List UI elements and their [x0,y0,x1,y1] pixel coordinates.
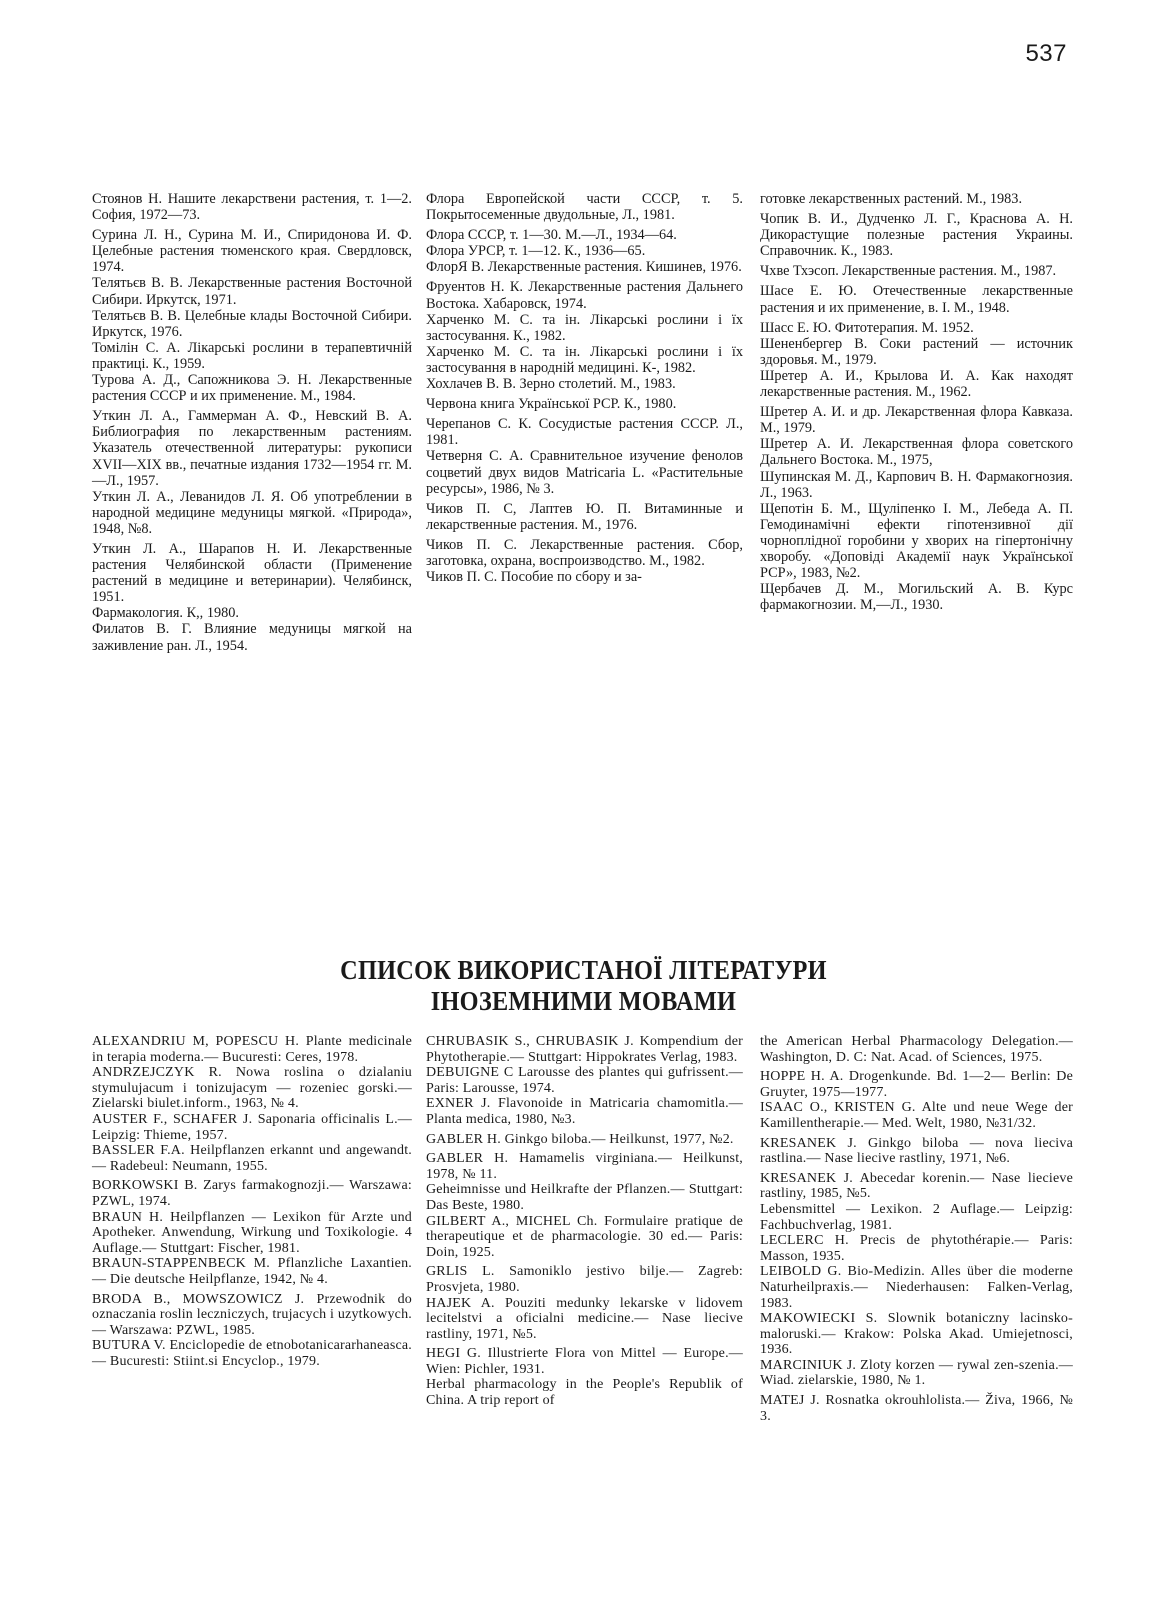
reference-entry: ФлорЯ В. Лекарственные растения. Кишинев, 1976. [426,259,742,276]
reference-entry: Флора СССР, т. 1—30. М.—Л., 1934—64. [426,227,677,244]
reference-entry: MAKOWIECKI S. Slownik botaniczny lacinsko-maloruski.— Krakow: Polska Akad. Umiejetnosci, 1936. [760,1311,1073,1358]
section-heading [58,955,1108,1017]
reference-entry: Филатов В. Г. Влияние медуницы мягкой на заживление ран. Л., 1954. [92,621,412,654]
reference-entry: Уткин Л. А., Гаммерман А. Ф., Невский В. А. Библиография по лекарственным растениям. Указатель отечественной литературы: рукописи XVII—XIX вв., печатные издания 1732—1954 гг. М.—Л., 1957. [92,408,412,489]
reference-entry: KRESANEK J. Ginkgo biloba — nova lieciva rastlina.— Nase liecive rastliny, 1971, №6. [760,1135,1073,1167]
reference-entry: MARCINIUK J. Zloty korzen — rywal zen-szenia.— Wiad. zielarskie, 1980, № 1. [760,1357,1073,1389]
reference-entry: Харченко М. С. та ін. Лікарські рослини і їх застосування в народній медицині. К-, 1982. [426,343,743,376]
reference-entry: LECLERC H. Precis de phytothérapie.— Paris: Masson, 1935. [760,1233,1073,1264]
reference-entry: GABLER H. Ginkgo biloba.— Heilkunst, 1977, №2. [426,1131,734,1147]
latin-references-column-1 [92,1034,412,1369]
reference-entry: the American Herbal Pharmacology Delegation.— Washington, D. C: Nat. Acad. of Sciences, 1975. [760,1034,1073,1065]
reference-entry: Уткин Л. А., Шарапов Н. И. Лекарственные растения Челябинской области (Применение растений в медицине и ветеринарии). Челябинск, 1951. [92,540,412,606]
reference-entry: Стоянов Н. Нашите лекарствени растения, т. 1—2. София, 1972—73. [92,191,412,224]
reference-entry: AUSTER F., SCHAFER J. Saponaria officinalis L.— Leipzig: Thieme, 1957. [92,1111,412,1143]
reference-entry: GILBERT A., MICHEL Ch. Formulaire pratique de therapeutique et de pharmacologie. 30 ed.— Paris: Doin, 1925. [426,1213,743,1260]
cyrillic-references-column-2 [426,191,743,585]
reference-entry: Шретер А. И. Лекарственная флора советского Дальнего Востока. М., 1975, [760,436,1073,469]
reference-entry: Флора Европейской части СССР, т. 5. Покрытосеменные двудольные, Л., 1981. [426,191,743,224]
reference-entry: Телятьєв В. В. Целебные клады Восточной Сибири. Иркутск, 1976. [92,307,412,340]
reference-entry: Щепотін Б. М., Щуліпенко І. М., Лебеда А. П. Гемодинамічні ефекти гіпотензивної дії чорноплідної горобини у хворих на гіпертонічну хворобу. «Доповіді Академії наук Української РСР», 1983, №2. [760,500,1073,582]
reference-entry: BORKOWSKI B. Zarys farmakognozji.— Warszawa: PZWL, 1974. [92,1178,412,1209]
reference-entry: Чопик В. И., Дудченко Л. Г., Краснова А. Н. Дикорастущие полезные растения Украины. Справочник. К., 1983. [760,211,1073,260]
reference-entry: Шретер А. И., Крылова И. А. Как находят лекарственные растения. М., 1962. [760,367,1073,401]
reference-entry: Geheimnisse und Heilkrafte der Pflanzen.— Stuttgart: Das Beste, 1980. [426,1182,743,1213]
reference-entry: Турова А. Д., Сапожникова Э. Н. Лекарственные растения СССР и их применение. М., 1984. [92,372,412,405]
reference-entry: CHRUBASIK S., CHRUBASIK J. Kompendium der Phytotherapie.— Stuttgart: Hippokrates Verlag, 1983. [426,1034,743,1065]
reference-entry: Шененбергер В. Соки растений — источник здоровья. М., 1979. [760,335,1073,368]
reference-entry: HAJEK A. Pouziti medunky lekarske v lidovem lecitelstvi a oficialni medicine.— Nase liecive rastliny, 1971, №5. [426,1295,743,1342]
reference-entry: Червона книга Української РСР. К., 1980. [426,396,677,413]
reference-entry: EXNER J. Flavonoide in Matricaria chamomitla.— Planta medica, 1980, №3. [426,1096,743,1127]
reference-entry: ISAAC O., KRISTEN G. Alte und neue Wege der Kamillentherapie.— Med. Welt, 1980, №31/32. [760,1100,1073,1131]
page-number: 537 [1025,40,1067,67]
reference-entry: Шретер А. И. и др. Лекарственная флора Кавказа. М., 1979. [760,404,1073,437]
reference-entry: Чиков П. С. Пособие по сбору и за- [426,569,642,586]
reference-entry: Четверня С. А. Сравнительное изучение фенолов соцветий двух видов Matricaria L. «Растительные ресурсы», 1986, № 3. [426,448,743,497]
reference-entry: Фруентов Н. К. Лекарственные растения Дальнего Востока. Хабаровск, 1974. [426,279,743,312]
reference-entry: GABLER H. Hamamelis virginiana.— Heilkunst, 1978, № 11. [426,1151,743,1182]
section-heading-line-1: СПИСОК ВИКОРИСТАНОЇ ЛІТЕРАТУРИ [340,955,827,985]
reference-entry: Томілін С. А. Лікарські рослини в терапевтичній практиці. К., 1959. [92,339,412,372]
reference-entry: Сурина Л. Н., Сурина М. И., Спиридонова И. Ф. Целебные растения тюменского края. Свердловск, 1974. [92,227,412,276]
reference-entry: готовке лекарственных растений. М., 1983. [760,191,1023,207]
reference-entry: Чиков П. С. Лекарственные растения. Сбор, заготовка, охрана, воспроизводство. М., 1982. [426,536,743,569]
reference-entry: Шасе Е. Ю. Отечественные лекарственные растения и их применение, в. I. М., 1948. [760,283,1073,316]
reference-entry: Шупинская М. Д., Карпович В. Н. Фармакогнозия. Л., 1963. [760,468,1073,501]
reference-entry: BASSLER F.A. Heilpflanzen erkannt und angewandt.— Radebeul: Neumann, 1955. [92,1143,412,1174]
reference-entry: KRESANEK J. Abecedar korenin.— Nase liecieve rastliny, 1985, №5. [760,1170,1073,1202]
reference-entry: ANDRZEJCZYK R. Nowa roslina o dzialaniu stymulujacum i tonizujacym — rozeniec gorski.— Zielarski biulet.inform., 1963, № 4. [92,1065,412,1112]
reference-entry: Шасс Е. Ю. Фитотерапия. М. 1952. [760,319,974,336]
reference-entry: ALEXANDRIU M, POPESCU H. Plante medicinale in terapia moderna.— Bucuresti: Ceres, 1978. [92,1034,412,1065]
reference-entry: Флора УРСР, т. 1—12. К., 1936—65. [426,243,646,260]
reference-entry: DEBUIGNE C Larousse des plantes qui gufrissent.— Paris: Larousse, 1974. [426,1065,743,1096]
reference-entry: Харченко М. С. та ін. Лікарські рослини і їх застосування. К., 1982. [426,311,743,344]
reference-entry: MATEJ J. Rosnatka okrouhlolista.— Živa, 1966, № 3. [760,1393,1073,1424]
latin-references-column-3 [760,1034,1073,1424]
reference-entry: Хохлачев В. В. Зерно столетий. М., 1983. [426,376,676,393]
section-heading-line-2: ІНОЗЕМНИМИ МОВАМИ [430,986,737,1016]
reference-entry: GRLIS L. Samoniklo jestivo bilje.— Zagreb: Prosvjeta, 1980. [426,1264,743,1295]
cyrillic-references-column-1 [92,191,412,654]
reference-entry: BRAUN H. Heilpflanzen — Lexikon für Arzte und Apotheker. Anwendung, Wirkung und Toxikologie. 4 Auflage.— Stuttgart: Fischer, 1981. [92,1209,412,1256]
reference-entry: Уткин Л. А., Леванидов Л. Я. Об употреблении в народной медицине медуницы мягкой. «Природа», 1948, №8. [92,488,412,537]
reference-entry: LEIBOLD G. Bio-Medizin. Alles über die moderne Naturheilpraxis.— Niederhausen: Falken-Verlag, 1983. [760,1264,1073,1311]
reference-entry: Щербачев Д. М., Могильский А. В. Курс фармакогнозии. М,—Л., 1930. [760,581,1073,614]
reference-entry: Lebensmittel — Lexikon. 2 Auflage.— Leipzig: Fachbuchverlag, 1981. [760,1201,1073,1233]
reference-entry: BRODA B., MOWSZOWICZ J. Przewodnik do oznaczania roslin leczniczych, trujacych i uzytkowych.— Warszawa: PZWL, 1985. [92,1291,412,1338]
reference-entry: Фармакология. К,, 1980. [92,605,239,622]
reference-entry: HOPPE H. A. Drogenkunde. Bd. 1—2— Berlin: De Gruyter, 1975—1977. [760,1069,1073,1100]
cyrillic-references-column-3 [760,191,1073,613]
reference-entry: Чхве Тхэсоп. Лекарственные растения. М., 1987. [760,263,1057,280]
reference-entry: Телятьєв В. В. Лекарственные растения Восточной Сибири. Иркутск, 1971. [92,275,412,308]
reference-entry: BUTURA V. Enciclopedie de etnobotanicararhaneasca.— Bucuresti: Stiint.si Encyclop., 1979. [92,1338,412,1369]
reference-entry: Черепанов С. К. Сосудистые растения СССР. Л., 1981. [426,416,743,449]
reference-entry: HEGI G. Illustrierte Flora von Mittel — Europe.— Wien: Pichler, 1931. [426,1346,743,1377]
reference-entry: Herbal pharmacology in the People's Republik of China. A trip report of [426,1377,743,1409]
reference-entry: Чиков П. С, Лаптев Ю. П. Витаминные и лекарственные растения. М., 1976. [426,500,743,533]
reference-entry: BRAUN-STAPPENBECK M. Pflanzliche Laxantien.— Die deutsche Heilpflanze, 1942, № 4. [92,1256,412,1287]
latin-references-column-2 [426,1034,743,1409]
